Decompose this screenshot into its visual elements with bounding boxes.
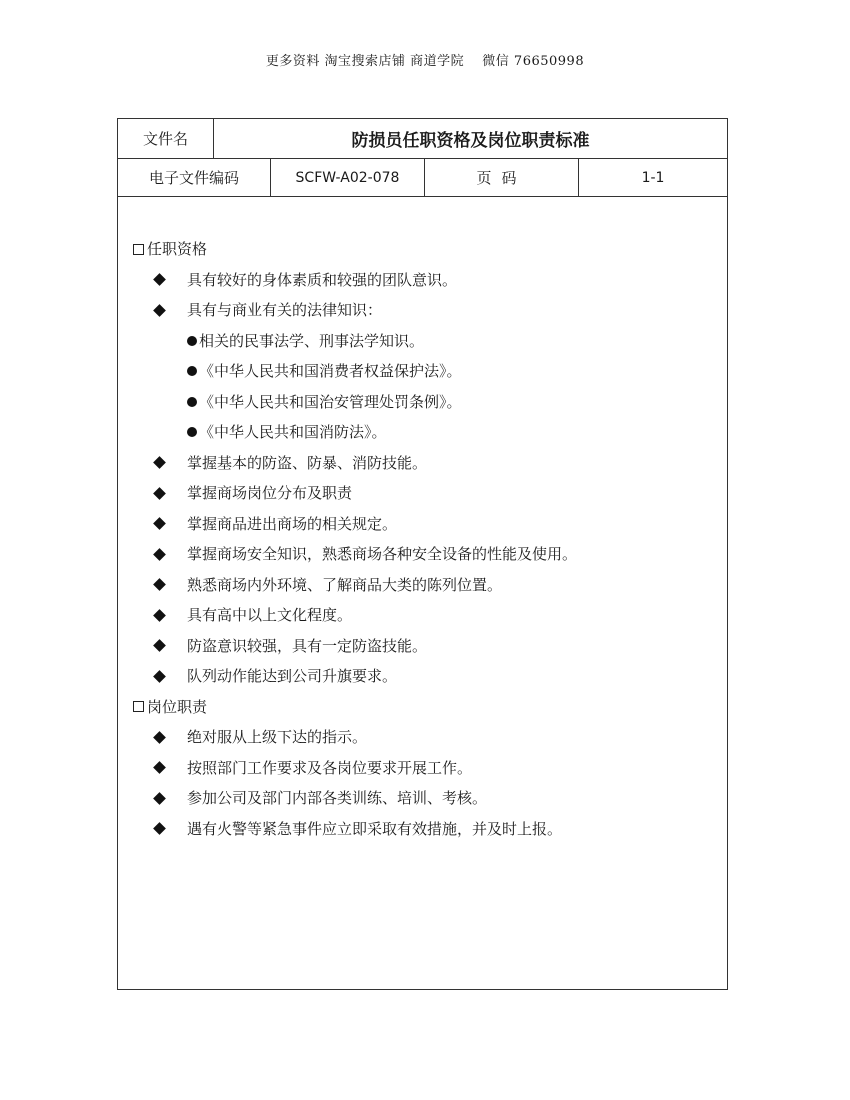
list-item-text: 掌握商场岗位分布及职责 xyxy=(187,484,353,502)
list-item xyxy=(133,509,727,540)
diamond-bullet-icon xyxy=(153,731,166,744)
duties-heading-text: 岗位职责 xyxy=(147,697,208,716)
sub-list-item-text: 《中华人民共和国消费者权益保护法》。 xyxy=(199,362,462,380)
list-item-text: 掌握商场安全知识，熟悉商场各种安全设备的性能及使用。 xyxy=(187,545,578,563)
checkbox-square-icon xyxy=(133,244,144,255)
list-item xyxy=(133,661,727,692)
document-body xyxy=(118,197,727,844)
sub-list-item-text: 《中华人民共和国消防法》。 xyxy=(199,423,387,441)
diamond-bullet-icon xyxy=(153,639,166,652)
list-item-text: 参加公司及部门内部各类训练、培训、考核。 xyxy=(187,789,488,807)
list-item xyxy=(133,265,727,296)
diamond-bullet-icon xyxy=(153,792,166,805)
title-row xyxy=(118,119,727,159)
list-item xyxy=(133,539,727,570)
sub-list-item xyxy=(133,387,727,418)
list-item xyxy=(133,295,727,326)
list-item-text: 具有与商业有关的法律知识： xyxy=(187,301,383,319)
qualifications-heading xyxy=(133,234,727,265)
list-item xyxy=(133,814,727,845)
sub-list-item xyxy=(133,326,727,357)
document-title: 防损员任职资格及岗位职责标准 xyxy=(351,131,590,151)
list-item-text: 具有高中以上文化程度。 xyxy=(187,606,353,624)
list-item-text: 掌握商品进出商场的相关规定。 xyxy=(187,514,398,533)
diamond-bullet-icon xyxy=(153,304,166,317)
duties-heading xyxy=(133,692,727,723)
list-item-text: 绝对服从上级下达的指示。 xyxy=(187,728,368,746)
diamond-bullet-icon xyxy=(153,578,166,591)
list-item-text: 具有较好的身体素质和较强的团队意识。 xyxy=(187,270,458,289)
list-item-text: 掌握基本的防盗、防暴、消防技能。 xyxy=(187,453,428,472)
ecode-label: 电子文件编码 xyxy=(118,159,271,196)
header-note: 更多资料 淘宝搜索店铺 商道学院 微信 76650998 xyxy=(265,54,585,69)
diamond-bullet-icon xyxy=(153,517,166,530)
list-item xyxy=(133,753,727,784)
dot-bullet-icon xyxy=(187,366,197,376)
list-item-text: 防盗意识较强，具有一定防盗技能。 xyxy=(187,636,428,655)
document-frame xyxy=(117,118,728,990)
diamond-bullet-icon xyxy=(153,456,166,469)
dot-bullet-icon xyxy=(187,397,197,407)
list-item-text: 遇有火警等紧急事件应立即采取有效措施，并及时上报。 xyxy=(187,819,563,838)
dot-bullet-icon xyxy=(187,336,197,346)
list-item xyxy=(133,570,727,601)
sub-list-item-text: 《中华人民共和国治安管理处罚条例》。 xyxy=(199,392,462,411)
list-item xyxy=(133,448,727,479)
sub-list-item-text: 相关的民事法学、刑事法学知识。 xyxy=(199,331,425,350)
diamond-bullet-icon xyxy=(153,487,166,500)
page-label: 页码 xyxy=(425,159,579,196)
diamond-bullet-icon xyxy=(153,670,166,683)
list-item-text: 队列动作能达到公司升旗要求。 xyxy=(187,667,398,685)
list-item xyxy=(133,600,727,631)
diamond-bullet-icon xyxy=(153,761,166,774)
list-item-text: 熟悉商场内外环境、了解商品大类的陈列位置。 xyxy=(187,575,503,594)
sub-list-item xyxy=(133,417,727,448)
dot-bullet-icon xyxy=(187,427,197,437)
checkbox-square-icon xyxy=(133,701,144,712)
page-value: 1-1 xyxy=(641,169,665,186)
diamond-bullet-icon xyxy=(153,273,166,286)
meta-row xyxy=(118,159,727,197)
list-item xyxy=(133,631,727,662)
list-item-text: 按照部门工作要求及各岗位要求开展工作。 xyxy=(187,758,473,777)
ecode-value: SCFW-A02-078 xyxy=(271,159,425,196)
list-item xyxy=(133,783,727,814)
diamond-bullet-icon xyxy=(153,609,166,622)
qualifications-heading-text: 任职资格 xyxy=(147,240,208,258)
sub-list-item xyxy=(133,356,727,387)
list-item xyxy=(133,478,727,509)
list-item xyxy=(133,722,727,753)
diamond-bullet-icon xyxy=(153,548,166,561)
diamond-bullet-icon xyxy=(153,822,166,835)
filename-label: 文件名 xyxy=(118,119,214,158)
